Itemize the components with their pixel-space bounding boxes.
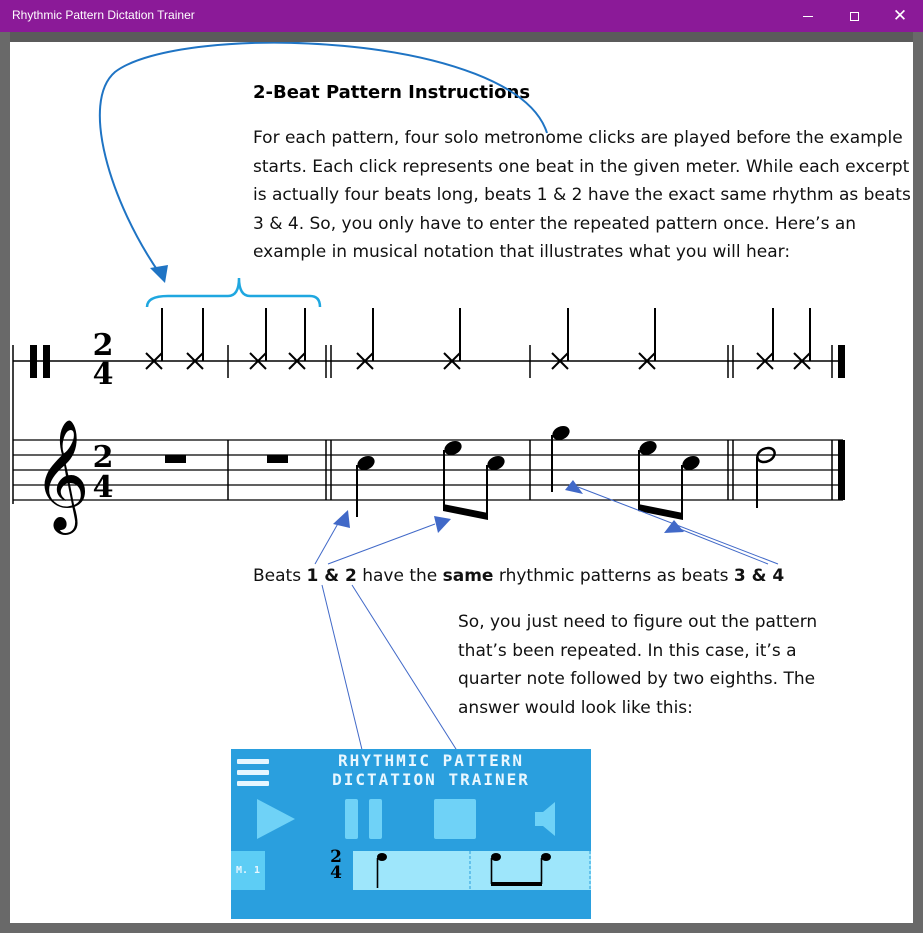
explanation-text — [458, 608, 878, 722]
measure-label: M. 1 — [231, 851, 265, 890]
eighth-note-pair — [442, 438, 507, 520]
instructions-title: 2-Beat Pattern Instructions — [253, 82, 531, 103]
close-icon: ✕ — [892, 5, 908, 26]
stop-icon — [434, 799, 476, 839]
treble-clef-icon: 𝄞 — [33, 418, 90, 530]
speaker-icon — [535, 799, 559, 839]
explanation-line: quarter note followed by two eighths. The — [458, 669, 816, 689]
mini-title-line: RHYTHMIC PATTERN — [337, 751, 525, 770]
instructions-line: 3 & 4. So, you only have to enter the repeated pattern once. Here’s an — [253, 213, 857, 234]
window-frame-right — [913, 32, 923, 933]
explanation-line: that’s been repeated. In this case, it’s a — [458, 640, 797, 661]
minimize-button[interactable] — [785, 0, 831, 32]
caption-beats-b: 3 & 4 — [733, 566, 785, 586]
eighth-note-pair — [637, 438, 702, 520]
caption-text: Beats — [253, 566, 307, 586]
treble-time-bottom: 4 — [92, 470, 114, 505]
explanation-line: So, you just need to figure out the pattern — [458, 612, 818, 632]
beats-caption — [253, 566, 784, 586]
percussion-staff — [13, 308, 845, 504]
treble-staff — [13, 418, 845, 535]
perc-time-bottom: 4 — [92, 357, 114, 392]
curved-arrow — [100, 43, 547, 274]
half-rest — [165, 455, 186, 463]
instructions-line: example in musical notation that illustrates what you will hear: — [253, 242, 791, 262]
mini-title-line: DICTATION TRAINER — [332, 770, 530, 789]
maximize-icon — [850, 12, 859, 21]
instructions-line: For each pattern, four solo metronome clicks are played before the example — [253, 128, 903, 148]
mini-time-top: 2 — [330, 847, 342, 867]
window-title: Rhythmic Pattern Dictation Trainer — [12, 8, 195, 22]
caption-text: have the — [356, 566, 443, 586]
window-frame-bottom — [0, 923, 923, 933]
window-frame-left — [0, 32, 10, 933]
close-button[interactable] — [877, 0, 923, 32]
click-notes — [146, 308, 810, 369]
mini-app-title — [281, 751, 581, 789]
caption-beats-a: 1 & 2 — [306, 566, 357, 586]
beat-brace — [147, 278, 320, 307]
instructions-page — [10, 42, 913, 923]
mini-time-signature — [326, 849, 346, 881]
explanation-line: answer would look like this: — [458, 697, 693, 718]
caption-text: rhythmic patterns as beats — [493, 566, 734, 586]
instructions-line: is actually four beats long, beats 1 & 2 have the exact same rhythm as beats — [253, 185, 911, 205]
example-app-screenshot — [231, 749, 591, 919]
caption-same: same — [442, 566, 494, 586]
treble-time-top: 2 — [92, 440, 114, 475]
instructions-line: starts. Each click represents one beat in the given meter. While each excerpt — [253, 156, 910, 177]
mini-time-bottom: 4 — [330, 863, 342, 883]
maximize-button[interactable] — [831, 0, 877, 32]
half-rest — [267, 455, 288, 463]
menu-icon — [237, 759, 269, 787]
quarter-note — [550, 423, 572, 492]
pause-icon — [345, 799, 385, 839]
window-titlebar — [0, 0, 923, 32]
perc-time-top: 2 — [92, 328, 114, 363]
curved-arrow-head — [150, 265, 168, 283]
minimize-icon — [803, 16, 813, 17]
answer-staff — [353, 851, 591, 890]
play-icon — [257, 799, 295, 839]
